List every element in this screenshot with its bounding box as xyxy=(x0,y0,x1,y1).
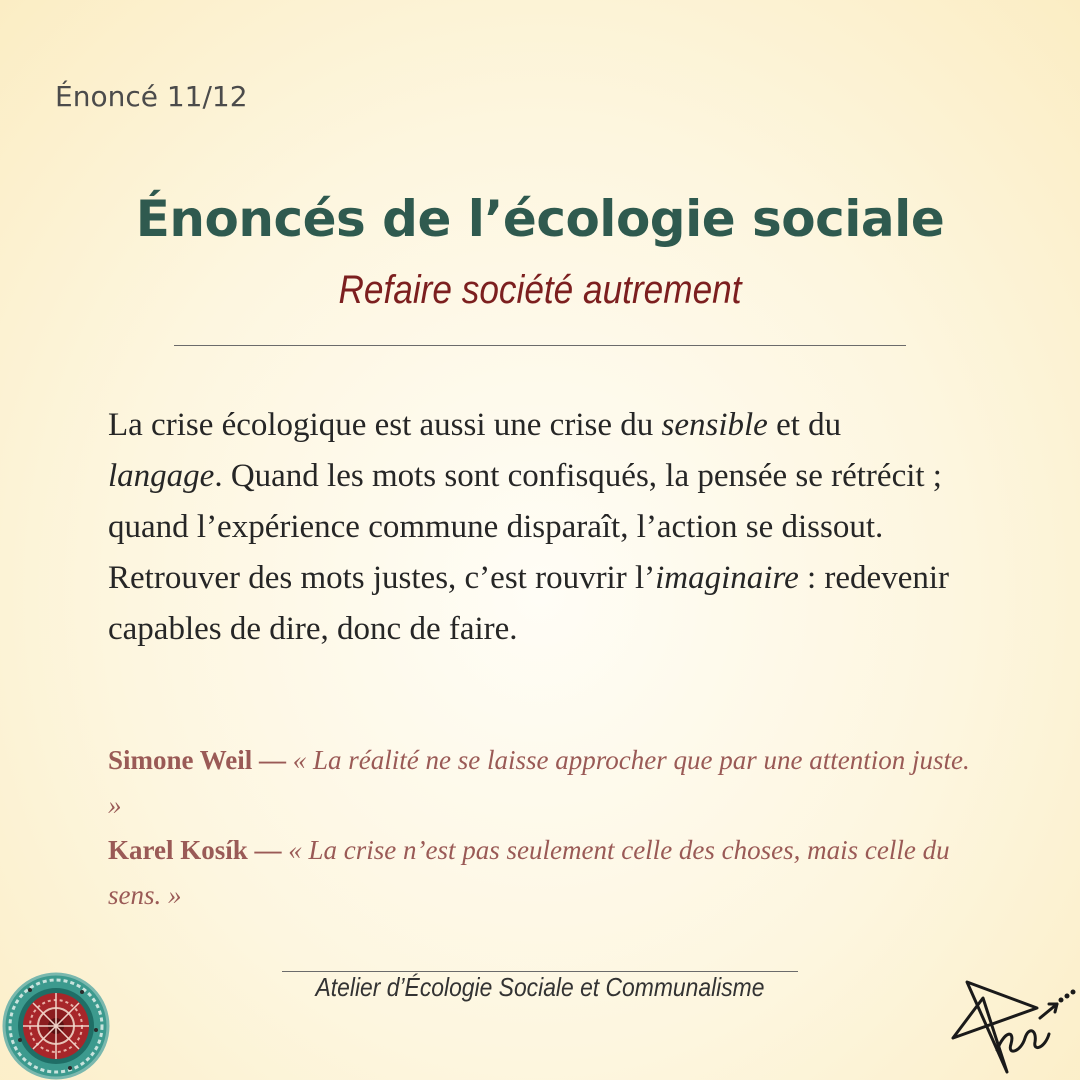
quote-author: Simone Weil — xyxy=(108,745,293,775)
quote-text: « La réalité ne se laisse approcher que par une attention juste. » xyxy=(108,745,970,820)
quote-weil xyxy=(108,738,988,828)
text-segment: : redevenir capables de dire, donc de faire. xyxy=(108,560,950,647)
mosaic-logo-icon xyxy=(0,970,112,1080)
emphasis-langage: langage xyxy=(108,458,215,494)
divider-top xyxy=(174,345,906,346)
emphasis-sensible: sensible xyxy=(661,407,768,443)
main-paragraph xyxy=(108,400,958,655)
emphasis-imaginaire: imaginaire xyxy=(655,560,799,596)
footer-label: Atelier d’Écologie Sociale et Communalisme xyxy=(315,972,765,1002)
page-subtitle: Refaire société autrement xyxy=(338,268,742,312)
text-segment: La crise écologique est aussi une crise du xyxy=(108,407,662,443)
text-segment: . Quand les mots sont confisqués, la pensée se rétrécit ; quand l’expérience commune disparaît, l’action se dissout. Retrouver des mots justes, c’est rouvrir l’ xyxy=(108,458,942,596)
star-signature-icon xyxy=(945,960,1080,1080)
page-counter: Énoncé 11/12 xyxy=(55,80,248,113)
quote-kosik xyxy=(108,828,988,918)
quote-text: « La crise n’est pas seulement celle des choses, mais celle du sens. » xyxy=(108,835,950,910)
quotes-block xyxy=(108,738,988,918)
page-title: Énoncés de l’écologie sociale xyxy=(135,190,945,248)
quote-author: Karel Kosík — xyxy=(108,835,289,865)
text-segment: et du xyxy=(767,407,842,443)
